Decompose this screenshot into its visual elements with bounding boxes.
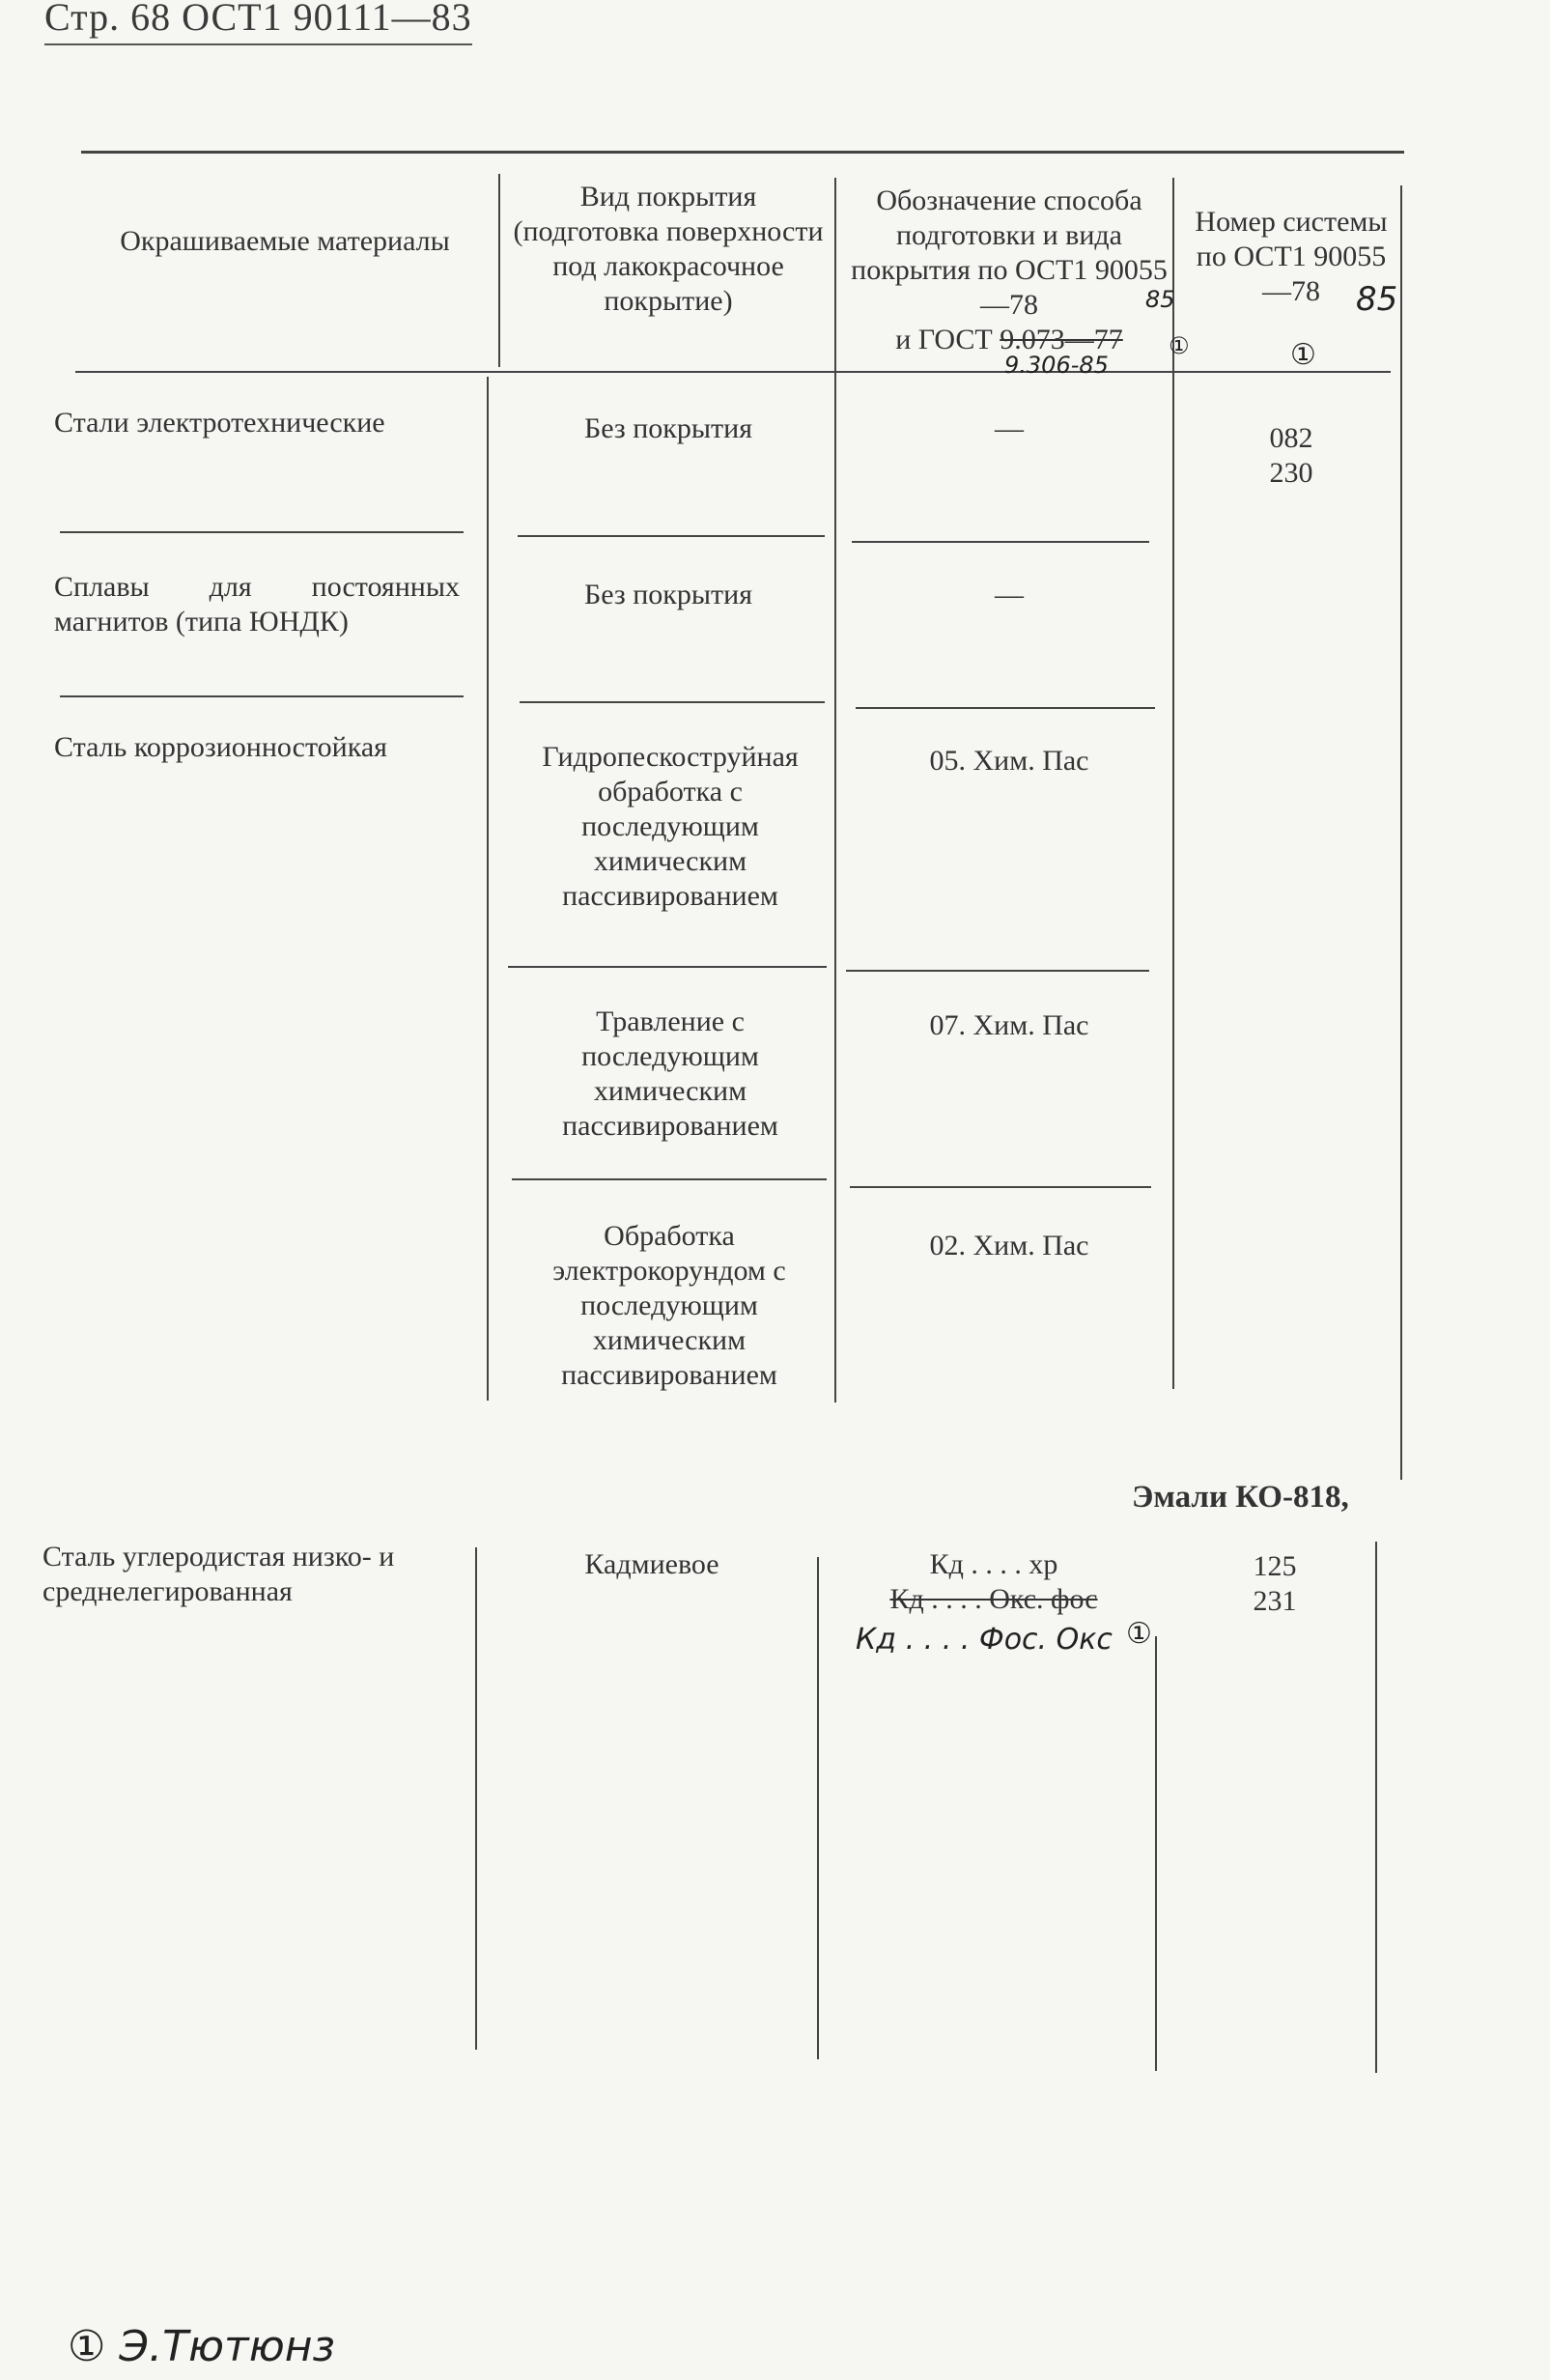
- s2-system: 125 231: [1253, 1550, 1297, 1617]
- row3-sep-col2: [508, 966, 827, 968]
- header-system-hand-85: 85: [1356, 280, 1398, 319]
- section2-title: Эмали КО-818,: [1132, 1480, 1349, 1515]
- row2-designation: —: [995, 579, 1024, 610]
- header-coating-type: Вид покрытия (подготовка поверхности под лакокрасочное покрытие): [513, 181, 824, 317]
- col-divider-3: [1172, 178, 1174, 1389]
- row1-coating: Без покрытия: [583, 412, 752, 444]
- row2-sep-col2: [520, 701, 825, 703]
- row1-material: Стали электротехнические: [54, 407, 385, 439]
- table-top-rule: [81, 151, 1404, 154]
- header-designation: [850, 184, 1169, 357]
- row4-sep-col2: [512, 1178, 827, 1180]
- row2-coating: Без покрытия: [583, 579, 752, 610]
- row2-material: Сплавы для постоянных магнитов (типа ЮНДК): [54, 571, 460, 638]
- header-bottom-rule: [75, 371, 1391, 373]
- row1-designation: —: [995, 412, 1024, 444]
- col-divider-1-lower: [487, 377, 489, 1401]
- s2-material: Сталь углеродистая низко- и среднелегированная: [42, 1541, 395, 1607]
- s2-designation-line1: Кд . . . . хр: [929, 1548, 1058, 1580]
- header-designation-hand-gost: 9.306-85: [1004, 352, 1109, 379]
- page-header: Стр. 68 ОСТ1 90111—83: [44, 0, 472, 45]
- row3-designation: 05. Хим. Пас: [929, 745, 1089, 777]
- row4-coating: Травление с последующим химическим пассивированием: [562, 1006, 778, 1142]
- header-designation-hand-85: 85: [1145, 286, 1175, 313]
- row3-sep-col3: [846, 970, 1149, 972]
- header-designation-struck: 9.073—77: [1000, 324, 1123, 355]
- header-system-mark: ①: [1290, 338, 1316, 372]
- s2-designation-struck: Кд . . . . Окс. фос: [889, 1583, 1098, 1615]
- col-divider-2: [834, 178, 836, 1402]
- s2-col-divider-3: [1155, 1636, 1157, 2071]
- s2-designation-hand: Кд . . . . Фос. Окс: [856, 1623, 1113, 1657]
- row3-coating: Гидропескоструйная обработка с последующим химическим пассивированием: [542, 741, 799, 912]
- s2-designation-mark: ①: [1126, 1617, 1152, 1651]
- row4-sep-col3: [850, 1186, 1151, 1188]
- header-designation-text: Обозначение способа подготовки и вида покрытия по ОСТ1 90055—78: [851, 184, 1168, 321]
- header-designation-gost: и ГОСТ: [895, 324, 993, 355]
- header-designation-mark: ①: [1169, 332, 1190, 359]
- row1-sep-col3: [852, 541, 1149, 543]
- col-divider-4: [1400, 185, 1402, 1480]
- row1-sep-col2: [518, 535, 825, 537]
- s2-coating: Кадмиевое: [584, 1548, 719, 1580]
- row1-system: 082 230: [1269, 422, 1313, 489]
- s2-col-divider-4: [1375, 1542, 1377, 2073]
- footer-signature: ① Э.Тютюнз: [68, 2322, 335, 2371]
- row1-sep-col1: [60, 531, 464, 533]
- row5-designation: 02. Хим. Пас: [929, 1230, 1089, 1261]
- row2-sep-col3: [856, 707, 1155, 709]
- row3-material: Сталь коррозионностойкая: [54, 731, 387, 763]
- row2-sep-col1: [60, 695, 464, 697]
- header-materials: Окрашиваемые материалы: [120, 225, 450, 257]
- row5-coating: Обработка электрокорундом с последующим химическим пассивированием: [552, 1220, 786, 1391]
- header-system-number: Номер системы по ОСТ1 90055—78: [1195, 206, 1388, 307]
- s2-col-divider-2: [817, 1557, 819, 2059]
- col-divider-1: [498, 174, 500, 367]
- row4-designation: 07. Хим. Пас: [929, 1009, 1089, 1041]
- s2-col-divider-1: [475, 1547, 477, 2050]
